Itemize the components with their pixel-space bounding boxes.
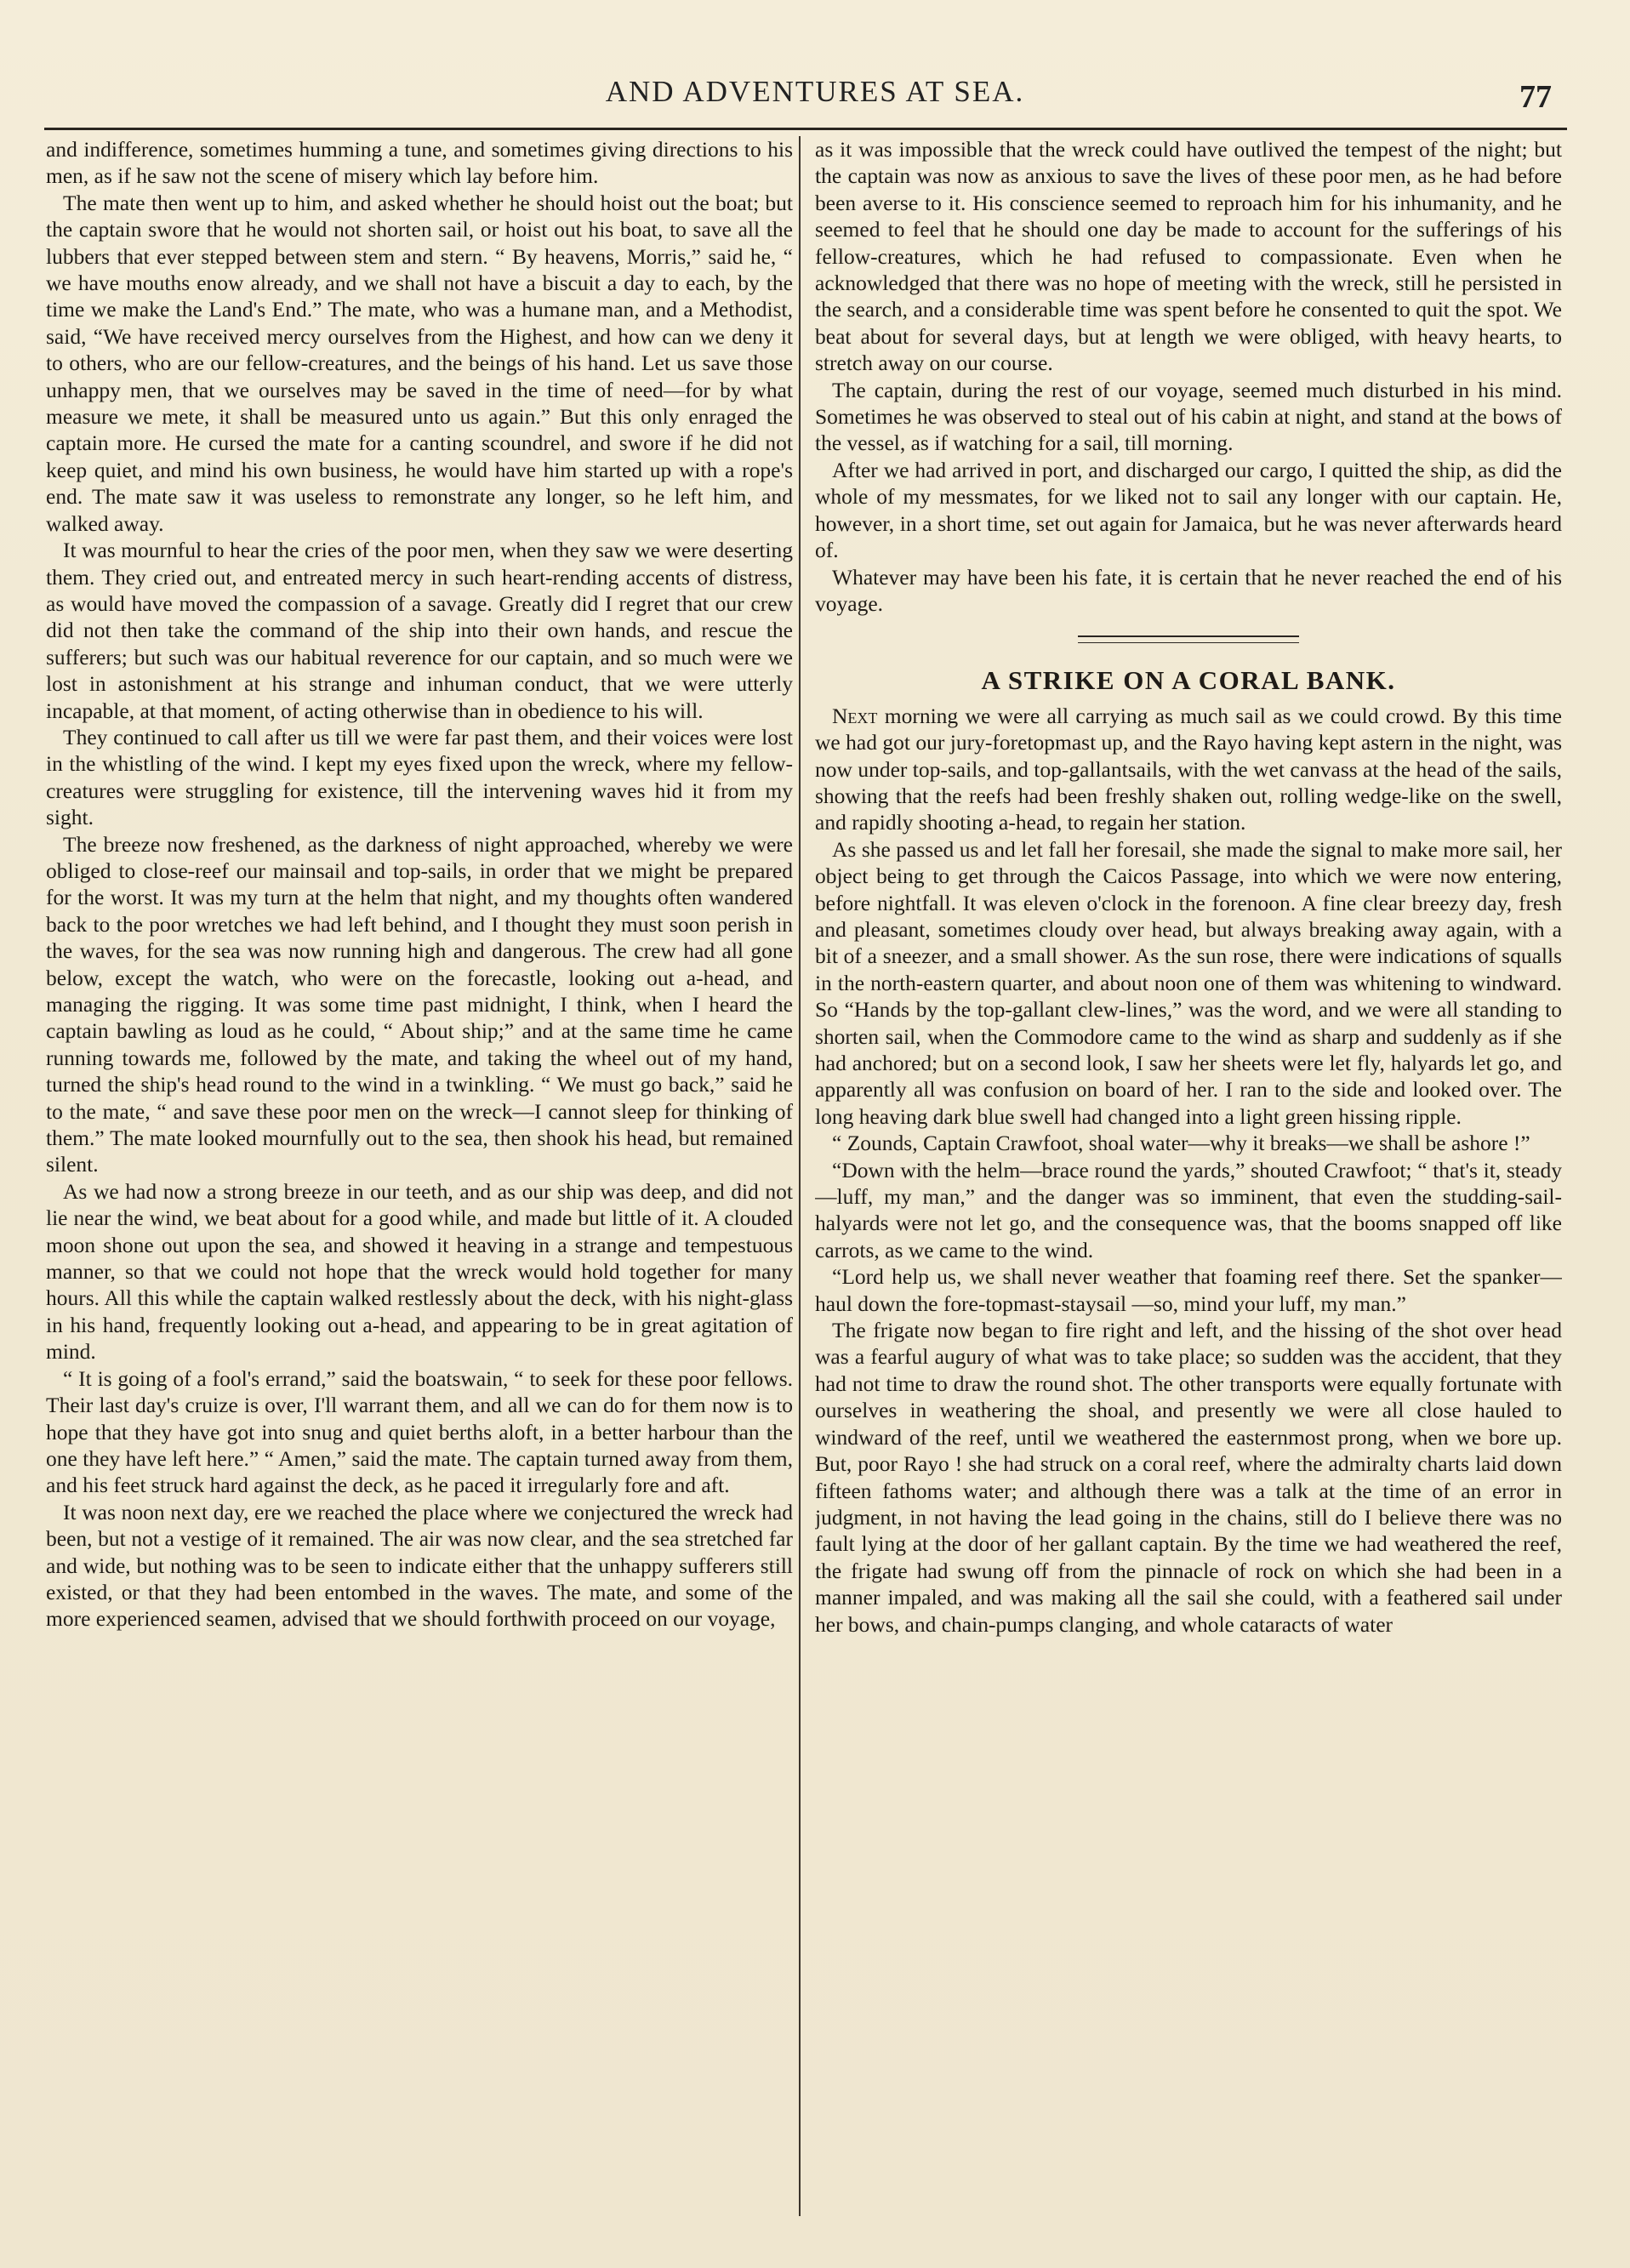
paragraph: It was mournful to hear the cries of the poor men, when they saw we were deserting them. They cried out, and entreated mercy in such heart-rending accents of distress, as would have moved the compassion of a savage. Greatly did I regret that our crew did not then take the command of the ship into their own hands, and rescue the sufferers; but such was our habitual reverence for our captain, and so much were we lost in astonishment at his strange and inhuman conduct, that we were utterly incapable, at that moment, of acting otherwise than in obedience to his will. — [46, 538, 793, 723]
paragraph: “Lord help us, we shall never weather that foaming reef there. Set the spanker—haul down the fore-topmast-staysail —so, mind your luff, my man.” — [815, 1264, 1562, 1316]
paragraph: They continued to call after us till we were far past them, and their voices were lost in the whistling of the wind. I kept my eyes fixed upon the wreck, where my fellow-creatures were struggling for existence, till the intervening waves hid it from my sight. — [46, 724, 793, 830]
paragraph: As we had now a strong breeze in our teeth, and as our ship was deep, and did not lie near the wind, we beat about for a good while, and made but little of it. A clouded moon shone out upon the sea, and showed it heaving in a strange and tempestuous manner, so that we could not hope that the wreck would hold together for many hours. All this while the captain walked restlessly about the deck, with his night-glass in his hand, frequently looking out a-head, and appearing to be in great agitation of mind. — [46, 1178, 793, 1365]
page-number: 77 — [1519, 79, 1552, 115]
paragraph: It was noon next day, ere we reached the place where we conjectured the wreck had been, but not a vestige of it remained. The air was now clear, and the sea stretched far and wide, but nothing was to be seen to indicate either that the unhappy sufferers still existed, or that they had been entombed in the waves. The mate, and some of the more experienced seamen, advised that we should forthwith proceed on our voyage, — [46, 1499, 793, 1632]
right-column — [815, 136, 1562, 2229]
paragraph: “ Zounds, Captain Crawfoot, shoal water—why it breaks—we shall be ashore !” — [832, 1131, 1530, 1156]
paragraph: The mate then went up to him, and asked whether he should hoist out the boat; but the captain swore that he would not shorten sail, or hoist out his boat, to save all the lubbers that ever stepped between stem and stern. “ By heavens, Morris,” said he, “ we have mouths enow already, and we shall not have a biscuit a day to each, by the time we make the Land's End.” The mate, who was a humane man, and a Methodist, said, “We have received mercy ourselves from the Highest, and how can we deny it to others, who are our fellow-creatures, and the beings of his hand. Let us save those unhappy men, that we ourselves may be saved in the time of need—for by what measure we mete, it shall be measured unto us again.” But this only enraged the captain more. He cursed the mate for a canting scoundrel, and swore if he did not keep quiet, and mind his own business, he would have him started up with a rope's end. The mate saw it was useless to remonstrate any longer, so he left him, and walked away. — [46, 190, 793, 536]
page-header — [0, 75, 1630, 117]
section-lead-word: Next — [832, 703, 878, 728]
running-head: AND ADVENTURES AT SEA. — [605, 75, 1025, 108]
paragraph: and indifference, sometimes humming a tune, and sometimes giving directions to his men, as if he saw not the scene of misery which lay before him. — [46, 137, 793, 189]
paragraph: The captain, during the rest of our voyage, seemed much disturbed in his mind. Sometimes he was observed to steal out of his cabin at night, and stand at the bows of the vessel, as if watching for a sail, till morning. — [815, 377, 1562, 456]
paragraph: After we had arrived in port, and discharged our cargo, I quitted the ship, as did the whole of my messmates, for we liked not to sail any longer with our captain. He, however, in a short time, set out again for Jamaica, but he was never afterwards heard of. — [815, 457, 1562, 563]
section-title: A STRIKE ON A CORAL BANK. — [981, 665, 1396, 696]
section-first-paragraph-text: morning we were all carrying as much sail as we could crowd. By this time we had got our jury-foretopmast up, and the Rayo having kept astern in the night, was now under top-sails, and top-gallantsails, with the wet canvass at the head of the sails, showing that the reefs had been freshly shaken out, rolling wedge-like on the swell, and rapidly shooting a-head, to regain her station. — [815, 703, 1562, 835]
paragraph: The breeze now freshened, as the darkness of night approached, whereby we were obliged to close-reef our mainsail and top-sails, in order that we might be prepared for the worst. It was my turn at the helm that night, and my thoughts often wandered back to the poor wretches we had left behind, and I thought they must soon perish in the waves, for the sea was now running high and dangerous. The crew had all gone below, except the watch, who were on the forecastle, looking out a-head, and managing the rigging. It was some time past midnight, I think, when I heard the captain bawling as loud as he could, “ About ship;” and at the same time he came running towards me, followed by the mate, and taking the wheel out of my hand, turned the ship's head round to the wind in a twinkling. “ We must go back,” said he to the mate, “ and save these poor men on the wreck—I cannot sleep for thinking of them.” The mate looked mournfully out to the sea, then shook his head, but remained silent. — [46, 831, 793, 1177]
header-rule — [44, 128, 1567, 130]
paragraph: As she passed us and let fall her foresail, she made the signal to make more sail, her object being to get through the Caicos Passage, into which we were now entering, before nightfall. It was eleven o'clock in the forenoon. A fine clear breezy day, fresh and pleasant, sometimes cloudy over head, but always breaking away again, with a bit of a sneezer, and a small shower. As the sun rose, there were indications of squalls in the north-eastern quarter, and about noon one of them was whitening to windward. So “Hands by the top-gallant clew-lines,” was the word, and we were all standing to shorten sail, when the Commodore came to the wind as sharp and suddenly as if she had anchored; but on a second look, I saw her sheets were let fly, halyards let go, and apparently all was confusion on board of her. I ran to the side and looked over. The long heaving dark blue swell had changed into a light green hissing ripple. — [815, 836, 1562, 1129]
left-column — [46, 136, 793, 2229]
paragraph: The frigate now began to fire right and left, and the hissing of the shot over head was a fearful augury of what was to take place; so sudden was the accident, that they had not time to draw the round shot. The other transports were equally fortunate with ourselves in weathering the shoal, and presently we were all close hauled to windward of the reef, until we weathered the easternmost prong, when we bore up. But, poor Rayo ! she had struck on a coral reef, where the admiralty charts laid down fifteen fathoms water; and although there was a talk at the time of an error in judgment, in not having the lead going in the chains, still do I believe there was no fault lying at the door of her gallant captain. By the time we had weathered the reef, the frigate had swung off from the pinnacle of rock on which she had been in a manner impaled, and was making all the sail she could, with a feathered sail under her bows, and chain-pumps clanging, and whole cataracts of water — [815, 1318, 1562, 1637]
section-first-paragraph — [815, 703, 1562, 836]
paragraph: “ It is going of a fool's errand,” said the boatswain, “ to seek for these poor fellows. Their last day's cruize is over, I'll warrant them, and all we can do for them now is to hope that they have got into snug and quiet berths aloft, in a better harbour than the one they have left here.” “ Amen,” said the mate. The captain turned away from them, and his feet struck hard against the deck, as he paced it irregularly fore and aft. — [46, 1365, 793, 1498]
section-divider — [1078, 635, 1299, 643]
column-rule — [799, 136, 801, 2216]
paragraph: Whatever may have been his fate, it is certain that he never reached the end of his voyage. — [815, 564, 1562, 616]
paragraph: “Down with the helm—brace round the yards,” shouted Crawfoot; “ that's it, steady—luff, my man,” and the danger was so imminent, that even the studding-sail-halyards were not let go, and the consequence was, that the booms snapped off like carrots, as we came to the wind. — [815, 1157, 1562, 1262]
continued-paragraph: as it was impossible that the wreck could have outlived the tempest of the night; but the captain was now as anxious to save the lives of these poor men, as he had before been averse to it. His conscience seemed to reproach him for his inhumanity, and he seemed to feel that he should one day be made to account for the sufferings of his fellow-creatures, which he had refused to compassionate. Even when he acknowledged that there was no hope of meeting with the wreck, still he persisted in the search, and a considerable time was spent before he consented to quit the spot. We beat about for several days, but at length we were obliged, with heavy hearts, to stretch away on our course. — [815, 137, 1562, 376]
